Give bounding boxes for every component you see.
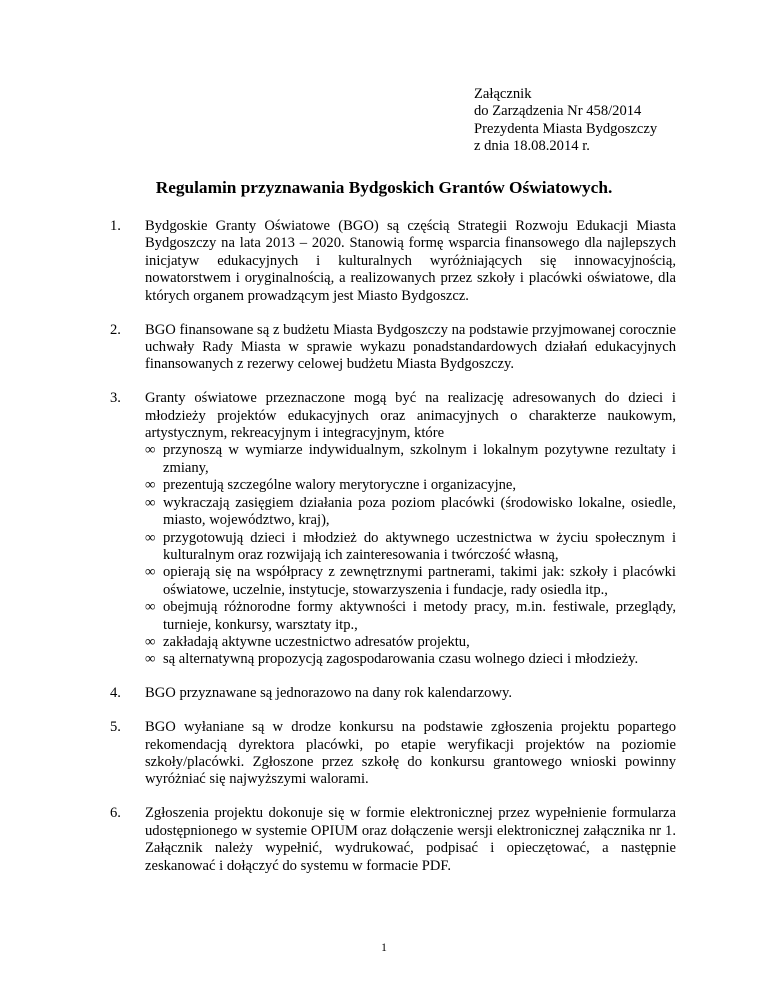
section-1 (110, 218, 676, 305)
bullet-text: opierają się na współpracy z zewnętrznymi partnerami, takimi jak: szkoły i placówki oświatowe, uczelnie, instytucje, stowarzyszenia i fundacje, rady osiedla itp., (163, 564, 676, 598)
bullet-item (145, 530, 676, 565)
bullet-text: zakładają aktywne uczestnictwo adresatów projektu, (163, 633, 470, 650)
annex-header (474, 86, 734, 156)
bullet-icon: ∞ (145, 442, 156, 459)
bullet-icon: ∞ (145, 564, 156, 581)
section-number: 5. (110, 719, 121, 736)
bullet-text: prezentują szczególne walory merytoryczne i organizacyjne, (163, 477, 517, 494)
page-number: 1 (381, 942, 387, 954)
bullet-item (145, 477, 676, 494)
regulation-list (110, 218, 676, 891)
section-text: Bydgoskie Granty Oświatowe (BGO) są częścią Strategii Rozwoju Edukacji Miasta Bydgoszczy na lata 2013 – 2020. Stanowią formę wsparcia finansowego dla najlepszych inicjatyw edukacyjnych i kulturalnych wyróżniających się innowacyjnością, nowatorstwem i oryginalnością, a realizowanych przez szkoły i placówki oświatowe, dla których organem prowadzącym jest Miasto Bydgoszcz. (145, 218, 676, 304)
section-number: 4. (110, 685, 121, 702)
section-number: 3. (110, 390, 121, 407)
bullet-icon: ∞ (145, 651, 156, 668)
annex-line: z dnia 18.08.2014 r. (474, 138, 590, 155)
section-text: Granty oświatowe przeznaczone mogą być na realizację adresowanych do dzieci i młodzieży projektów edukacyjnych oraz animacyjnych o charakterze naukowym, artystycznym, rekreacyjnym i integracyjnym, które (145, 390, 676, 442)
bullet-icon: ∞ (145, 494, 156, 511)
section-text: BGO przyznawane są jednorazowo na dany rok kalendarzowy. (145, 685, 512, 702)
bullet-icon: ∞ (145, 529, 156, 546)
bullet-icon: ∞ (145, 477, 156, 494)
section-2 (110, 322, 676, 374)
section-6 (110, 805, 676, 875)
annex-line: Załącznik (474, 86, 532, 102)
bullet-list (145, 442, 676, 668)
document-title: Regulamin przyznawania Bydgoskich Grantów Oświatowych. (155, 178, 613, 197)
section-text: Zgłoszenia projektu dokonuje się w formie elektronicznej przez wypełnienie formularza udostępnionego w systemie OPIUM oraz dołączenie wersji elektronicznej załącznika nr 1. Załącznik należy wypełnić, wydrukować, podpisać i opieczętować, a następnie zeskanować i dołączyć do systemu w formacie PDF. (145, 805, 676, 874)
section-number: 2. (110, 321, 121, 338)
bullet-item (145, 495, 676, 530)
bullet-item (145, 599, 676, 634)
section-4 (110, 685, 676, 702)
bullet-icon: ∞ (145, 633, 156, 650)
section-text: BGO wyłaniane są w drodze konkursu na podstawie zgłoszenia projektu popartego rekomendacją dyrektora placówki, po etapie weryfikacji projektów na poziomie szkoły/placówki. Zgłoszone przez szkołę do konkursu grantowego wnioski powinny wyróżniać się najwyższymi walorami. (145, 719, 676, 788)
bullet-text: są alternatywną propozycją zagospodarowania czasu wolnego dzieci i młodzieży. (163, 651, 639, 668)
section-number: 1. (110, 218, 121, 234)
bullet-icon: ∞ (145, 599, 156, 616)
bullet-item (145, 651, 676, 668)
bullet-item (145, 634, 676, 651)
bullet-text: przynoszą w wymiarze indywidualnym, szkolnym i lokalnym pozytywne rezultaty i zmiany, (163, 442, 676, 476)
annex-line: do Zarządzenia Nr 458/2014 (474, 103, 642, 120)
section-3 (110, 390, 676, 669)
section-number: 6. (110, 805, 121, 822)
section-5 (110, 719, 676, 789)
bullet-text: przygotowują dzieci i młodzież do aktywnego uczestnictwa w życiu społecznym i kulturalnym oraz rozwijają ich zainteresowania i twórczość własną, (163, 529, 676, 563)
section-text: BGO finansowane są z budżetu Miasta Bydgoszczy na podstawie przyjmowanej corocznie uchwały Rady Miasta w sprawie wykazu ponadstandardowych działań edukacyjnych finansowanych z rezerwy celowej budżetu Miasta Bydgoszczy. (145, 321, 676, 373)
bullet-item (145, 564, 676, 599)
bullet-item (145, 442, 676, 477)
annex-line: Prezydenta Miasta Bydgoszczy (474, 120, 658, 137)
bullet-text: wykraczają zasięgiem działania poza poziom placówki (środowisko lokalne, osiedle, miasto, województwo, kraj), (163, 494, 676, 529)
bullet-text: obejmują różnorodne formy aktywności i metody pracy, m.in. festiwale, przeglądy, turnieje, konkursy, warsztaty itp., (163, 599, 676, 633)
